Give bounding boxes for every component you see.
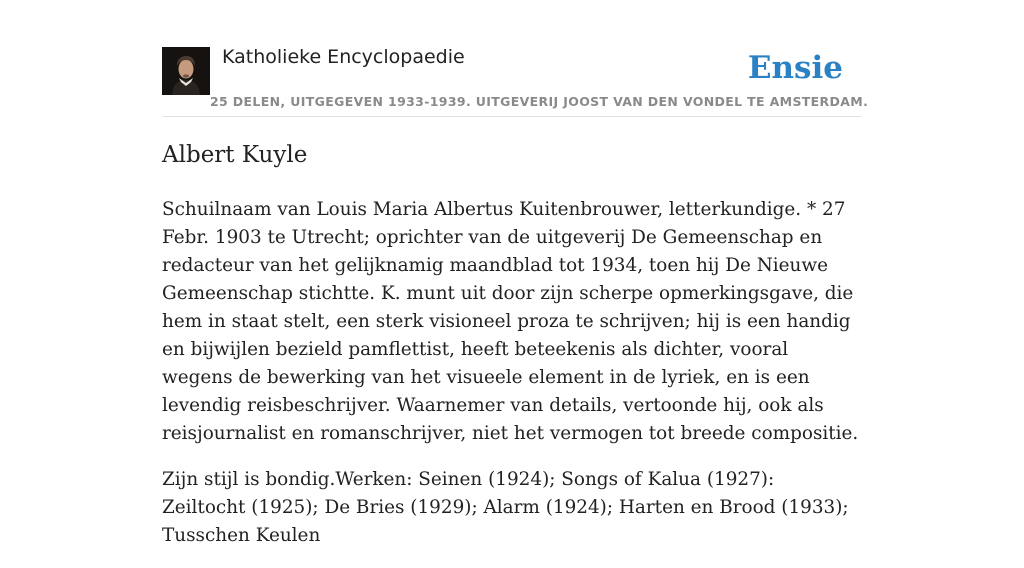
article-title: Albert Kuyle — [162, 142, 308, 168]
ensie-logo[interactable]: Ensie — [747, 50, 843, 86]
site-header — [162, 44, 869, 117]
site-title[interactable]: Katholieke Encyclopaedie — [222, 46, 465, 68]
article-paragraph: Schuilnaam van Louis Maria Albertus Kuitenbrouwer, letterkundige. * 27 Febr. 1903 te Utrecht; oprichter van de uitgeverij De Gemeenschap en redacteur van het gelijknamig maandblad tot 1934, toen hij De Nieuwe Gemeenschap stichtte. K. munt uit door zijn scherpe opmerkingsgave, die hem in staat stelt, een sterk visioneel proza te schrijven; hij is een handig en bijwijlen bezield pamflettist, heeft beteekenis als dichter, vooral wegens de bewerking van het visueele element in de lyriek, en is een levendig reisbeschrijver. Waarnemer van details, vertoonde hij, ook als reisjournalist en romanschrijver, niet het vermogen tot breede compositie. — [162, 199, 859, 444]
portrait-avatar-icon[interactable] — [162, 47, 210, 95]
article — [162, 138, 862, 568]
site-subtitle: 25 DELEN, UITGEGEVEN 1933-1939. UITGEVERIJ JOOST VAN DEN VONDEL TE AMSTERDAM. — [210, 94, 869, 109]
article-paragraph: Zijn stijl is bondig.Werken: Seinen (1924); Songs of Kalua (1927): Zeiltocht (1925); De Bries (1929); Alarm (1924); Harten en Brood (1933); Tusschen Keulen — [162, 469, 849, 546]
